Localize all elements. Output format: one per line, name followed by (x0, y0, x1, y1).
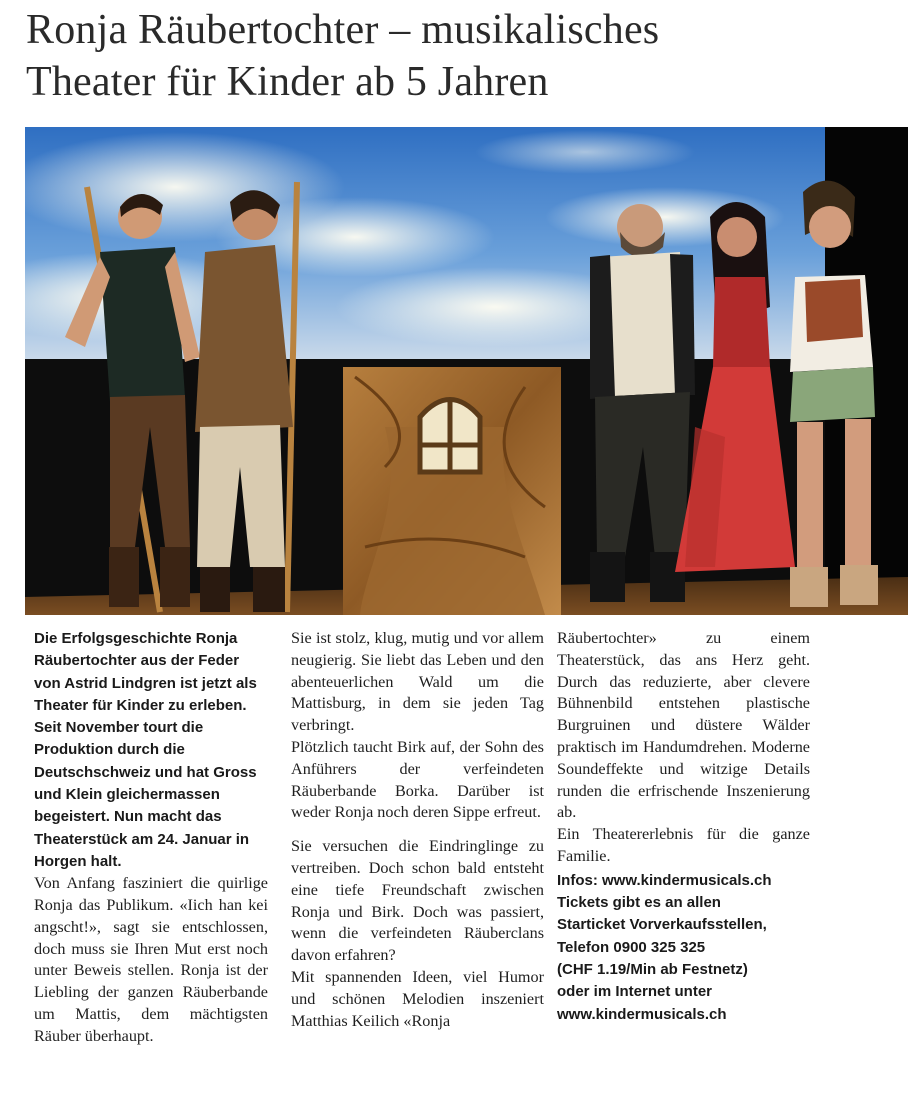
headline-line-1: Ronja Räubertochter – musikalisches (26, 7, 660, 53)
headline-line-2: Theater für Kinder ab 5 Jahren (26, 59, 549, 105)
paragraph: Plötzlich taucht Birk auf, der Sohn des Anführers der verfeindeten Räuberbande Borka. Darüber ist weder Ronja noch deren Sippe erfreut. (291, 737, 544, 822)
article-column-1 (34, 628, 268, 1048)
article-column-2 (291, 628, 544, 1032)
paragraph: Von Anfang fasziniert die quirlige Ronja das Publikum. «Iich han kei angscht!», sagt sie entschlossen, doch muss sie Ihren Mut erst noch unter Beweis stellen. Ronja ist der Liebling der ganzen Räuberbande um Mattis, dem mächtigsten Räuber überhaupt. (34, 874, 268, 1045)
info-box (557, 870, 810, 1026)
paragraph: Sie versuchen die Eindringlinge zu vertreiben. Doch schon bald entsteht eine tiefe Freundschaft zwischen Ronja und Birk. Doch was passiert, wenn die verfeindeten Räuberclans davon erfahren? (291, 837, 544, 965)
stage-photo (25, 127, 908, 615)
info-text: Tickets gibt es an allen (557, 894, 721, 912)
info-text: Starticket Vorverkaufsstellen, (557, 916, 767, 934)
article-column-3 (557, 628, 810, 1026)
info-text: (CHF 1.19/Min ab Festnetz) (557, 960, 748, 978)
info-text: oder im Internet unter (557, 983, 713, 1001)
info-website: www.kindermusicals.ch (557, 1005, 727, 1023)
paragraph: Räubertochter» zu einem Theaterstück, das ans Herz geht. Durch das reduzierte, aber clevere Bühnenbild entstehen plastische Burgruinen und düstere Wälder praktisch im Handumdrehen. Moderne Soundeffekte und witzige Details runden die erfrischende Inszenierung ab. (557, 629, 810, 822)
headline (26, 4, 916, 108)
info-website: Infos: www.kindermusicals.ch (557, 871, 772, 889)
lead-paragraph: Die Erfolgsgeschichte Ronja Räubertochter aus der Feder von Astrid Lindgren ist jetzt als Theater für Kinder zu erleben. Seit November tourt die Produktion durch die Deutschschweiz und hat Gross und Klein gleichermassen begeistert. Nun macht das Theaterstück am 24. Januar in Horgen halt. (34, 630, 257, 870)
info-phone: Telefon 0900 325 325 (557, 938, 706, 956)
paragraph: Sie ist stolz, klug, mutig und vor allem neugierig. Sie liebt das Leben und den abenteuerlichen Wald um die Mattisburg, in dem sie jeden Tag verbringt. (291, 629, 544, 735)
paragraph: Mit spannenden Ideen, viel Humor und schönen Melodien inszeniert Matthias Keilich «Ronja (291, 967, 544, 1030)
paragraph: Ein Theatererlebnis für die ganze Familie. (557, 825, 810, 865)
